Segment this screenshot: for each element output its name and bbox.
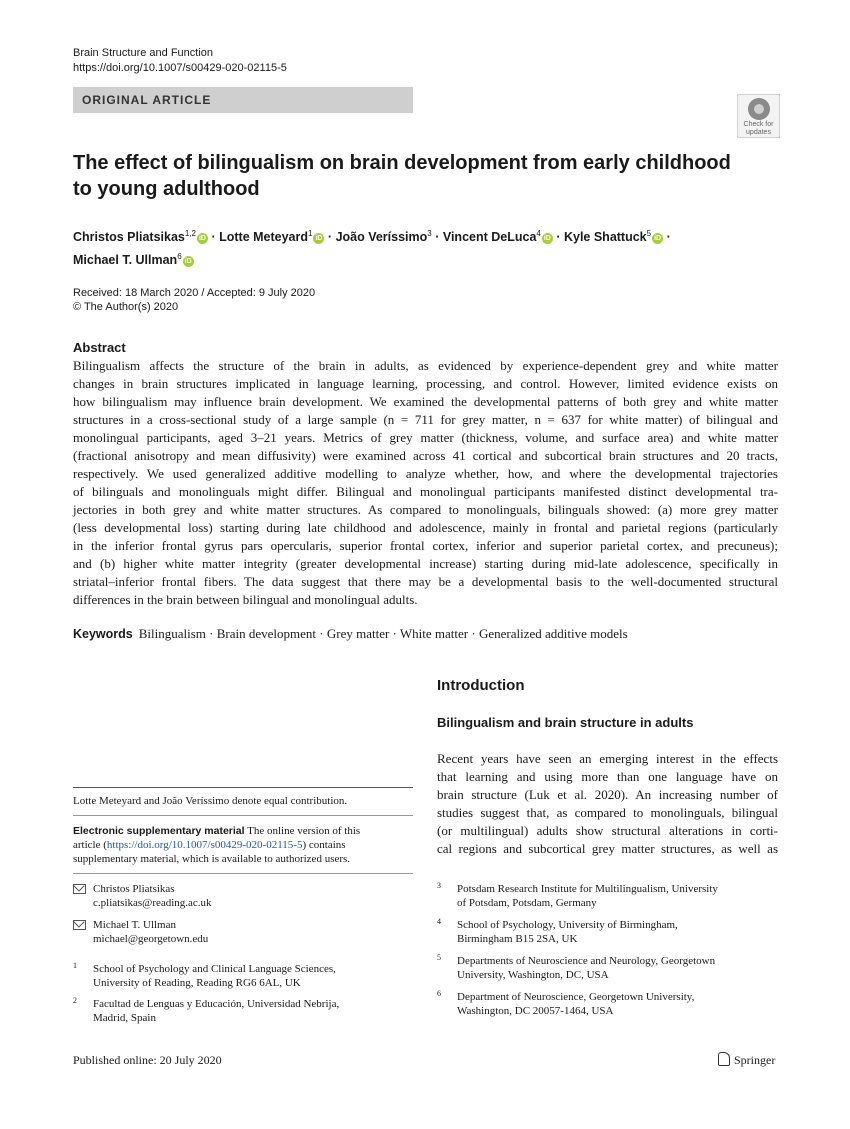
author[interactable]: Vincent DeLuca$^4$iD: [442, 229, 551, 245]
esm-link[interactable]: https://doi.org/10.1007/s00429-020-02115-5: [106, 839, 303, 851]
author[interactable]: Lotte Meteyard$^1$iD: [219, 229, 323, 245]
author-list: Christos Pliatsikas$^{1,2}$iD · Lotte Meteyard$^1$iD · João Veríssimo$^3$ · Vincent DeLuca$^4$iD · Kyle Shattuck$^5$iD · Michael T. Ullman$^6$iD: [73, 229, 671, 268]
subsection-heading: Bilingualism and brain structure in adults: [437, 715, 694, 730]
abstract-line: how bilingualism may influence brain development. We examined the developmental patterns of both grey and white matter: [73, 394, 778, 409]
envelope-icon: [73, 884, 86, 894]
abstract-line: changes in brain structures implicated in language learning, processing, and control. However, limited evidence exists on: [73, 376, 778, 391]
abstract-line: (fractional anisotropy and mean diffusivity) were examined across 41 cortical and subcortical brain structures and 20 tracts,: [73, 448, 778, 463]
abstract-line: structures in a cross-sectional study of a large sample (n = 711 for grey matter, n = 637 for white matter) of bilingual and: [73, 412, 778, 427]
paragraph-line: brain structure (Luk et al. 2020). An increasing number of: [437, 787, 778, 802]
section-heading-introduction: Introduction: [437, 677, 525, 694]
author[interactable]: Kyle Shattuck$^5$iD: [563, 229, 662, 245]
author[interactable]: Christos Pliatsikas$^{1,2}$iD: [73, 229, 206, 245]
publisher-logo: [718, 1052, 775, 1068]
abstract-line: (less developmental loss) starting during late childhood and adolescence, mainly in frontal and parietal regions (particularly: [73, 520, 778, 535]
paragraph-line: (or multilingual) adults show structural alterations in corti-: [437, 823, 778, 838]
equal-contribution-note: Lotte Meteyard and João Veríssimo denote equal contribution.: [73, 795, 348, 807]
published-date: Published online: 20 July 2020: [73, 1053, 222, 1067]
keywords: [73, 626, 778, 642]
abstract-heading: Abstract: [73, 340, 126, 355]
author[interactable]: Michael T. Ullman$^6$iD: [73, 252, 192, 268]
keywords-label: Keywords: [73, 627, 133, 641]
orcid-icon[interactable]: iD: [543, 235, 551, 243]
orcid-icon[interactable]: iD: [198, 235, 206, 243]
springer-horse-icon: [718, 1052, 730, 1066]
orcid-icon[interactable]: iD: [654, 235, 662, 243]
author[interactable]: João Veríssimo$^3$: [335, 229, 432, 245]
supplementary-material-note: Electronic supplementary material The online version of this article (https://doi.org/10.1007/s00429-020-02115-5) contains supplementary material, which is available to authorized users.: [73, 825, 361, 865]
journal-name: Brain Structure and Function: [73, 47, 214, 59]
orcid-icon[interactable]: iD: [315, 235, 323, 243]
paragraph-line: that learning and using more than one language have on: [437, 769, 778, 784]
article-dates: [73, 286, 315, 314]
article-title: [73, 150, 773, 202]
paragraph-line: studies suggest that, as compared to monolinguals, bilingual: [437, 805, 778, 820]
footnote-divider: [73, 787, 413, 788]
esm-label: Electronic supplementary material: [73, 825, 245, 837]
keywords-list: Bilingualism · Brain development · Grey matter · White matter · Generalized additive models: [138, 626, 628, 641]
paragraph-line: Recent years have seen an emerging interest in the effects: [437, 751, 778, 766]
envelope-icon: [73, 920, 86, 930]
check-badge-line2: updates: [746, 129, 771, 136]
abstract-line: respectively. We used generalized additive modelling to analyze whether, how, and where the developmental trajectories: [73, 466, 778, 481]
publisher-name: Springer: [734, 1053, 776, 1067]
abstract-line: Bilingualism affects the structure of the brain in adults, as evidenced by experience-dependent grey and white matter: [73, 358, 778, 373]
orcid-icon[interactable]: iD: [184, 258, 192, 266]
check-badge-line1: Check for: [743, 121, 774, 128]
journal-header: [73, 46, 287, 76]
journal-doi[interactable]: https://doi.org/10.1007/s00429-020-02115-5: [73, 62, 287, 74]
contact-email[interactable]: michael@georgetown.edu: [93, 933, 209, 945]
received-accepted: Received: 18 March 2020 / Accepted: 9 July 2020: [73, 287, 316, 299]
abstract-line: monolingual participants, aged 3–21 years. Metrics of grey matter (thickness, volume, and surface area) and white matter: [73, 430, 778, 445]
contact-email[interactable]: c.pliatsikas@reading.ac.uk: [93, 897, 212, 909]
crossmark-icon: [748, 98, 770, 120]
footnote-divider: [73, 815, 413, 816]
paragraph-line: cal regions and subcortical grey matter structures, as well as: [437, 841, 778, 856]
copyright: © The Author(s) 2020: [73, 301, 179, 313]
title-line-2: to young adulthood: [73, 178, 260, 200]
abstract-body: [73, 357, 778, 609]
abstract-line: and (b) higher white matter integrity (greater developmental increase) starting during mid-late adolescence, specifically in: [73, 556, 778, 571]
check-for-updates-badge[interactable]: [737, 94, 780, 138]
article-type-banner: [73, 87, 413, 113]
title-line-1: The effect of bilingualism on brain development from early childhood: [73, 152, 731, 174]
abstract-line: of bilinguals and monolinguals might differ. Bilingual and monolingual participants manifested distinct developmental tra-: [73, 484, 778, 499]
abstract-line: striatal–inferior frontal fibers. The data suggest that there may be a developmental basis to the well-documented structural: [73, 574, 778, 589]
abstract-line: jectories in both grey and white matter structures. As compared to monolinguals, bilinguals showed: (a) more grey matter: [73, 502, 778, 517]
abstract-line: differences in the brain between bilingual and monolingual adults.: [73, 592, 418, 607]
introduction-body: [437, 750, 778, 858]
abstract-line: in the inferior frontal gyrus pars opercularis, superior frontal cortex, inferior and superior parietal cortex, and precuneus);: [73, 538, 778, 553]
footnote-divider: [73, 873, 413, 874]
article-type-label: ORIGINAL ARTICLE: [82, 93, 212, 107]
